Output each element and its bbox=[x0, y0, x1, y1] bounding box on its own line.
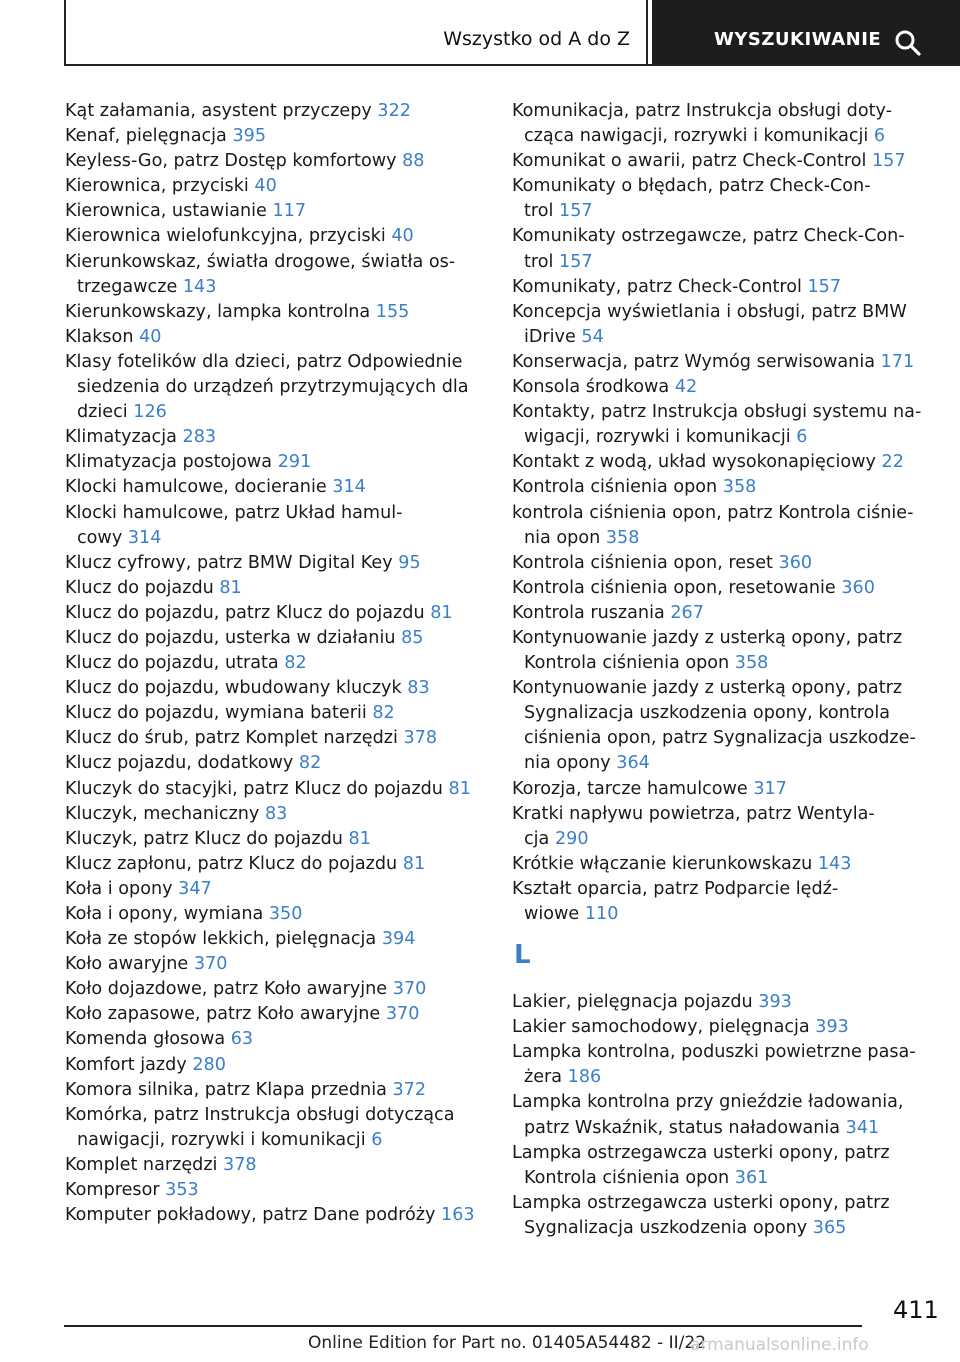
index-entry bbox=[65, 751, 505, 776]
index-entry bbox=[65, 852, 505, 877]
index-entry-text: Klucz do pojazdu, wbudowany kluczyk bbox=[65, 678, 402, 699]
page-link[interactable]: 370 bbox=[385, 1004, 420, 1025]
page-link[interactable]: 82 bbox=[372, 703, 395, 724]
index-entry bbox=[65, 1153, 505, 1178]
index-entry bbox=[512, 174, 937, 224]
index-entry bbox=[65, 576, 505, 601]
page-link[interactable]: 42 bbox=[674, 377, 698, 398]
page-link[interactable]: 157 bbox=[559, 251, 593, 272]
page-link[interactable]: 40 bbox=[139, 326, 162, 347]
index-entry-text: Klasy fotelików dla dzieci, patrz Odpowiednie siedzenia do urządzeń przytrzymujących dla dzieci bbox=[65, 351, 469, 423]
index-entry-text: Kierunkowskazy, lampka kontrolna bbox=[65, 301, 371, 322]
index-entry bbox=[65, 149, 505, 174]
index-entry-text: Konsola środkowa bbox=[512, 377, 670, 398]
index-entry bbox=[65, 726, 505, 751]
index-entry-text: Komórka, patrz Instrukcja obsługi dotycząca nawigacji, rozrywki i komunikacji bbox=[65, 1104, 455, 1150]
section-letter-heading: L bbox=[514, 940, 531, 971]
page-link[interactable]: 6 bbox=[796, 427, 808, 448]
page-link[interactable]: 6 bbox=[873, 126, 886, 147]
page-link[interactable]: 40 bbox=[254, 176, 277, 197]
index-column-left bbox=[65, 99, 505, 1228]
index-column-right bbox=[512, 99, 937, 1241]
index-entry-text: Klimatyzacja bbox=[65, 427, 177, 448]
index-entry bbox=[65, 501, 505, 551]
page-link[interactable]: 81 bbox=[219, 577, 242, 598]
page-link[interactable]: 347 bbox=[178, 878, 212, 899]
index-entry-text: Koła i opony, wymiana bbox=[65, 904, 264, 924]
index-entry-text: Kierunkowskaz, światła drogowe, światła os- trzegawcze bbox=[65, 251, 456, 297]
index-entry bbox=[65, 601, 505, 626]
page-link[interactable]: 157 bbox=[871, 151, 906, 172]
page-link[interactable]: 314 bbox=[332, 477, 366, 498]
page-link[interactable]: 143 bbox=[182, 276, 217, 297]
index-entry bbox=[65, 1103, 505, 1153]
page-link[interactable]: 364 bbox=[616, 753, 650, 774]
page-link[interactable]: 378 bbox=[403, 728, 438, 749]
page-link[interactable]: 372 bbox=[392, 1079, 427, 1100]
index-entry-text: Koncepcja wyświetlania i obsługi, patrz BMW iDrive bbox=[512, 301, 907, 347]
index-entry-text: Kontrola ciśnienia opon, reset bbox=[512, 552, 773, 573]
index-entry-text: Komunikaty o błędach, patrz Check-Con- trol bbox=[512, 176, 871, 222]
page-link[interactable]: 157 bbox=[559, 201, 593, 222]
index-entry-text: Keyless-Go, patrz Dostęp komfortowy bbox=[65, 151, 397, 172]
index-entry-text: Komfort jazdy bbox=[65, 1054, 187, 1075]
index-entry bbox=[65, 325, 505, 350]
index-entry bbox=[65, 450, 505, 475]
index-entry bbox=[512, 802, 937, 852]
page-link[interactable]: 358 bbox=[722, 477, 757, 498]
index-entry bbox=[512, 275, 937, 300]
index-entry-text: Kluczyk, patrz Klucz do pojazdu bbox=[65, 828, 343, 849]
index-entry bbox=[65, 250, 505, 300]
index-entry-text: Klucz do pojazdu bbox=[65, 577, 214, 598]
page-link[interactable]: 85 bbox=[401, 627, 424, 648]
page-link[interactable]: 88 bbox=[402, 151, 425, 172]
index-entry bbox=[65, 99, 505, 124]
index-entry-text: Klocki hamulcowe, patrz Układ hamul- cowy bbox=[65, 502, 403, 548]
section-tab-label: Wszystko od A do Z bbox=[443, 28, 630, 50]
index-entry-text: Lampka ostrzegawcza usterki opony, patrz Sygnalizacja uszkodzenia opony bbox=[512, 1192, 890, 1238]
index-entry-text: Lampka ostrzegawcza usterki opony, patrz Kontrola ciśnienia opon bbox=[512, 1142, 890, 1188]
index-entry bbox=[512, 475, 937, 500]
page-link[interactable]: 365 bbox=[812, 1217, 847, 1238]
index-entry bbox=[512, 300, 937, 350]
index-entry-text: Koło awaryjne bbox=[65, 954, 189, 975]
index-entry bbox=[512, 601, 937, 626]
page-link[interactable]: 358 bbox=[605, 527, 640, 548]
index-entry-text: Koła ze stopów lekkich, pielęgnacja bbox=[65, 929, 377, 950]
page-link[interactable]: 126 bbox=[133, 402, 167, 423]
footer-divider bbox=[64, 1325, 862, 1327]
index-entry bbox=[65, 199, 505, 224]
index-entry-text: Kontrola ciśnienia opon, resetowanie bbox=[512, 577, 836, 598]
index-entry-text: Koło dojazdowe, patrz Koło awaryjne bbox=[65, 979, 388, 1000]
page-link[interactable]: 290 bbox=[554, 828, 589, 849]
page-link[interactable]: 267 bbox=[670, 602, 704, 623]
page-link[interactable]: 82 bbox=[284, 653, 307, 674]
edition-note: Online Edition for Part no. 01405A54482 - II/22 bbox=[308, 1333, 707, 1353]
index-entry bbox=[65, 1178, 505, 1203]
page-link[interactable]: 63 bbox=[230, 1029, 254, 1050]
page-link[interactable]: 157 bbox=[807, 276, 842, 297]
index-entry bbox=[65, 350, 505, 425]
page-link[interactable]: 143 bbox=[817, 853, 852, 874]
index-entry-text: Krótkie włączanie kierunkowskazu bbox=[512, 853, 813, 874]
index-entry-text: Lampka kontrolna przy gnieździe ładowania, patrz Wskaźnik, status naładowania bbox=[512, 1092, 904, 1138]
page-link[interactable]: 314 bbox=[127, 527, 162, 548]
index-entry bbox=[512, 551, 937, 576]
index-entry bbox=[512, 877, 937, 927]
page-link[interactable]: 95 bbox=[398, 552, 421, 573]
page-link[interactable]: 394 bbox=[381, 929, 416, 950]
page-link[interactable]: 186 bbox=[567, 1067, 602, 1088]
index-entry bbox=[65, 927, 505, 952]
index-entry bbox=[65, 1053, 505, 1078]
page-link[interactable]: 317 bbox=[753, 778, 787, 799]
index-entry-text: Komunikacja, patrz Instrukcja obsługi doty- cząca nawigacji, rozrywki i komunikacji bbox=[512, 101, 892, 147]
index-entry bbox=[512, 149, 937, 174]
index-entry bbox=[512, 576, 937, 601]
page-link[interactable]: 110 bbox=[584, 904, 619, 924]
index-entry-text: Korozja, tarcze hamulcowe bbox=[512, 778, 748, 799]
index-entry-text: Klucz pojazdu, dodatkowy bbox=[65, 753, 294, 774]
index-entry bbox=[512, 1191, 937, 1241]
index-entry bbox=[512, 99, 937, 149]
page-link[interactable]: 291 bbox=[277, 452, 312, 473]
index-entry-text: Klucz do pojazdu, utrata bbox=[65, 653, 279, 674]
page-link[interactable]: 40 bbox=[391, 226, 414, 247]
page-link[interactable]: 341 bbox=[845, 1117, 880, 1138]
index-entry bbox=[65, 902, 505, 927]
index-entry-text: Komunikaty, patrz Check-Control bbox=[512, 276, 802, 297]
page-link[interactable]: 393 bbox=[815, 1017, 849, 1038]
index-entry bbox=[65, 1078, 505, 1103]
index-entry-text: Komenda głosowa bbox=[65, 1029, 226, 1050]
index-entry-text: Klimatyzacja postojowa bbox=[65, 452, 273, 473]
index-group-k bbox=[512, 99, 937, 927]
header-divider bbox=[64, 64, 960, 66]
index-entry bbox=[512, 400, 937, 450]
index-entry-text: Klucz cyfrowy, patrz BMW Digital Key bbox=[65, 552, 393, 573]
page-link[interactable]: 22 bbox=[881, 452, 904, 473]
index-entry-text: Kierownica, ustawianie bbox=[65, 201, 267, 222]
page-link[interactable]: 395 bbox=[232, 126, 267, 147]
page-link[interactable]: 350 bbox=[268, 904, 303, 924]
index-entry bbox=[65, 827, 505, 852]
index-entry bbox=[65, 551, 505, 576]
index-entry-text: Klucz do pojazdu, wymiana baterii bbox=[65, 703, 367, 724]
index-entry-text: Kluczyk do stacyjki, patrz Klucz do pojazdu bbox=[65, 778, 443, 799]
page-link[interactable]: 280 bbox=[192, 1054, 226, 1075]
index-entry bbox=[512, 224, 937, 274]
index-entry-text: Konserwacja, patrz Wymóg serwisowania bbox=[512, 351, 875, 372]
page-link[interactable]: 370 bbox=[392, 979, 427, 1000]
index-entry-text: Klucz do pojazdu, patrz Klucz do pojazdu bbox=[65, 602, 425, 623]
index-entry bbox=[65, 1002, 505, 1027]
page-link[interactable]: 283 bbox=[182, 427, 217, 448]
page-link[interactable]: 171 bbox=[880, 351, 915, 372]
page-link[interactable]: 360 bbox=[841, 577, 875, 598]
index-entry-text: Kształt oparcia, patrz Podparcie lędź- wiowe bbox=[512, 878, 839, 924]
page-link[interactable]: 322 bbox=[377, 101, 411, 121]
page-link[interactable]: 370 bbox=[193, 954, 228, 975]
index-entry-text: Klocki hamulcowe, docieranie bbox=[65, 477, 327, 498]
page-link[interactable]: 361 bbox=[734, 1167, 769, 1188]
index-entry-text: Kontynuowanie jazdy z usterką opony, patrz Sygnalizacja uszkodzenia opony, kontrola ciśnienia opon, patrz Sygnalizacja uszkodze- nia opony bbox=[512, 678, 916, 774]
index-entry bbox=[65, 626, 505, 651]
index-entry-text: Kontakt z wodą, układ wysokonapięciowy bbox=[512, 452, 876, 473]
index-entry-text: Klucz do śrub, patrz Komplet narzędzi bbox=[65, 728, 398, 749]
index-entry bbox=[65, 701, 505, 726]
index-entry-text: Kompresor bbox=[65, 1180, 160, 1201]
page-link[interactable]: 54 bbox=[581, 326, 604, 347]
page-link[interactable]: 353 bbox=[165, 1180, 199, 1201]
page-link[interactable]: 117 bbox=[272, 201, 307, 222]
index-entry bbox=[65, 1203, 505, 1228]
index-entry bbox=[512, 1015, 937, 1040]
index-entry-text: Klucz do pojazdu, usterka w działaniu bbox=[65, 627, 396, 648]
index-entry bbox=[65, 124, 505, 149]
index-entry-text: Koła i opony bbox=[65, 878, 173, 899]
index-entry-text: Klakson bbox=[65, 326, 134, 347]
index-entry-text: Kierownica wielofunkcyjna, przyciski bbox=[65, 226, 386, 247]
index-entry bbox=[512, 777, 937, 802]
page-link[interactable]: 378 bbox=[223, 1154, 257, 1175]
index-entry bbox=[65, 977, 505, 1002]
index-entry bbox=[65, 1027, 505, 1052]
page-link[interactable]: 6 bbox=[371, 1129, 383, 1150]
index-entry bbox=[512, 676, 937, 776]
index-entry bbox=[65, 877, 505, 902]
index-entry-text: Komunikat o awarii, patrz Check-Control bbox=[512, 151, 867, 172]
index-entry-text: Kratki napływu powietrza, patrz Wentyla- cja bbox=[512, 803, 875, 849]
index-entry-text: Lakier samochodowy, pielęgnacja bbox=[512, 1017, 810, 1038]
index-entry bbox=[512, 501, 937, 551]
index-entry bbox=[65, 777, 505, 802]
page-link[interactable]: 83 bbox=[264, 803, 288, 824]
index-entry bbox=[512, 852, 937, 877]
index-entry bbox=[512, 450, 937, 475]
page-link[interactable]: 82 bbox=[298, 753, 322, 774]
page-link[interactable]: 81 bbox=[348, 828, 371, 849]
index-entry bbox=[512, 626, 937, 676]
index-entry-text: Koło zapasowe, patrz Koło awaryjne bbox=[65, 1004, 381, 1025]
page-link[interactable]: 163 bbox=[441, 1205, 475, 1226]
index-entry-text: Kluczyk, mechaniczny bbox=[65, 803, 260, 824]
index-entry-text: Komora silnika, patrz Klapa przednia bbox=[65, 1079, 387, 1100]
page-link[interactable]: 81 bbox=[402, 853, 426, 874]
index-entry bbox=[512, 375, 937, 400]
index-entry bbox=[65, 802, 505, 827]
page-link[interactable]: 155 bbox=[375, 301, 410, 322]
index-entry bbox=[65, 475, 505, 500]
index-entry bbox=[65, 224, 505, 249]
page-link[interactable]: 358 bbox=[734, 653, 769, 674]
index-entry-text: Kierownica, przyciski bbox=[65, 176, 249, 197]
index-entry-text: Lakier, pielęgnacja pojazdu bbox=[512, 992, 753, 1013]
page-link[interactable]: 83 bbox=[407, 678, 430, 699]
page-number: 411 bbox=[893, 1296, 939, 1324]
index-entry-text: Kontynuowanie jazdy z usterką opony, patrz Kontrola ciśnienia opon bbox=[512, 627, 903, 674]
index-entry-text: Lampka kontrolna, poduszki powietrzne pasa- żera bbox=[512, 1042, 916, 1088]
index-entry bbox=[512, 350, 937, 375]
index-entry bbox=[65, 174, 505, 199]
index-entry-text: Komunikaty ostrzegawcze, patrz Check-Con- trol bbox=[512, 226, 905, 272]
index-entry bbox=[65, 676, 505, 701]
index-entry-text: Klucz zapłonu, patrz Klucz do pojazdu bbox=[65, 853, 398, 874]
index-entry-text: Kontrola ciśnienia opon bbox=[512, 477, 718, 498]
index-entry bbox=[512, 1090, 937, 1140]
index-group-l bbox=[512, 990, 937, 1241]
index-entry bbox=[512, 990, 937, 1015]
index-entry-text: Komputer pokładowy, patrz Dane podróży bbox=[65, 1205, 436, 1226]
index-entry bbox=[65, 425, 505, 450]
index-entry-text: Kenaf, pielęgnacja bbox=[65, 126, 227, 147]
index-entry-text: Komplet narzędzi bbox=[65, 1154, 218, 1175]
page-link[interactable]: 393 bbox=[758, 992, 792, 1013]
index-entry bbox=[65, 300, 505, 325]
watermark: armanualsonline.info bbox=[690, 1335, 869, 1355]
index-entry-text: Kąt załamania, asystent przyczepy bbox=[65, 101, 372, 121]
page-link[interactable]: 360 bbox=[778, 552, 813, 573]
index-entry bbox=[65, 651, 505, 676]
search-icon[interactable] bbox=[894, 29, 922, 57]
index-entry-text: Kontakty, patrz Instrukcja obsługi systemu na- wigacji, rozrywki i komunikacji bbox=[512, 402, 922, 448]
section-tab[interactable] bbox=[64, 0, 648, 64]
index-entry-text: Kontrola ruszania bbox=[512, 602, 665, 623]
index-entry bbox=[512, 1040, 937, 1090]
index-entry-text: kontrola ciśnienia opon, patrz Kontrola ciśnie- nia opon bbox=[512, 502, 914, 548]
search-tab-label: WYSZUKIWANIE bbox=[714, 29, 882, 50]
page-link[interactable]: 81 bbox=[448, 778, 471, 799]
page-link[interactable]: 81 bbox=[430, 602, 453, 623]
index-entry bbox=[65, 952, 505, 977]
index-entry bbox=[512, 1141, 937, 1191]
